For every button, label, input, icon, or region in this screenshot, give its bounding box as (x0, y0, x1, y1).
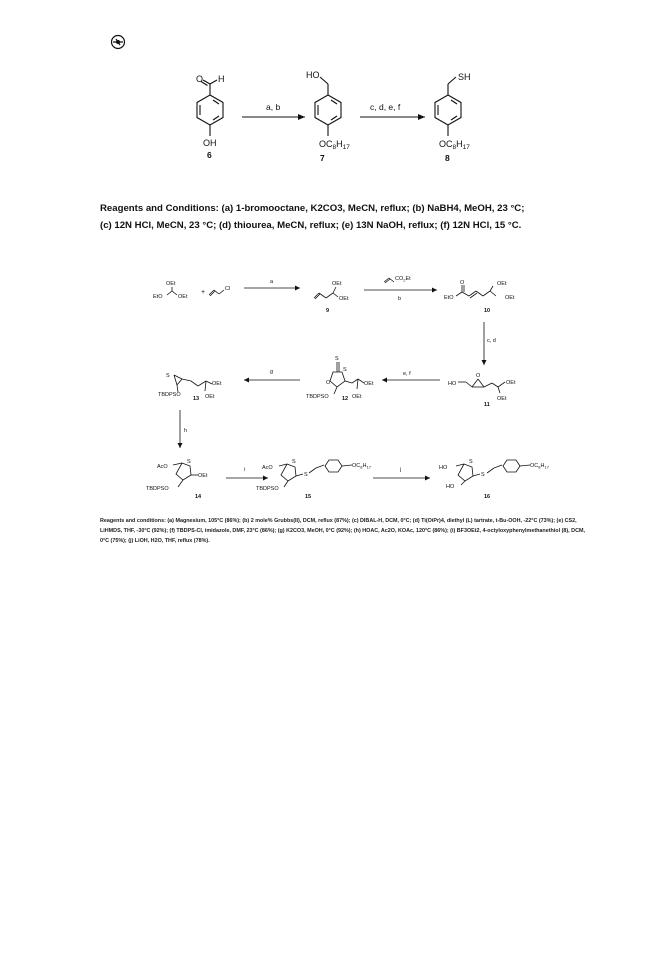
arrow-label-j: j (400, 467, 402, 473)
label-tbdpso-13: TBDPSO (158, 392, 181, 398)
compound-number-13: 13 (193, 396, 200, 402)
label-oet-11b: OEt (497, 396, 507, 402)
label-oh-6: OH (203, 138, 217, 148)
reagents-caption-scheme1 (100, 200, 600, 234)
allyl-chloride (209, 290, 224, 296)
ethyl-acrylate (384, 278, 394, 283)
compound-14 (173, 463, 198, 487)
arrow-label-i: i (244, 467, 246, 473)
label-oet-13b: OEt (205, 394, 215, 400)
label-s-thiirane-13: S (166, 373, 170, 379)
compound-number-6: 6 (207, 150, 212, 160)
compound-9 (314, 287, 338, 299)
label-s-ring-15: S (292, 459, 296, 465)
label-ho-16a: HO (439, 465, 448, 471)
label-oet-10b: OEt (505, 295, 515, 301)
compound-6 (197, 80, 223, 136)
compound-11 (458, 379, 505, 393)
arrow-label-ef: e, f (403, 371, 411, 377)
label-s-thioether-15: S (304, 472, 308, 478)
label-oet-12b: OEt (352, 394, 362, 400)
label-oet-13a: OEt (212, 381, 222, 387)
compound-number-12: 12 (342, 396, 349, 402)
caption1-line1: Reagents and Conditions: (a) 1-bromooctane, K2CO3, MeCN, reflux; (b) NaBH4, MeOH, 23 °C; (100, 203, 525, 214)
label-oc8h17-16: $OC_8H_{17}$ (530, 463, 549, 470)
label-s-ring-14: S (187, 459, 191, 465)
arrow-label-cdef: c, d, e, f (370, 102, 401, 112)
label-o-ester-10: O (460, 280, 465, 286)
label-s-ring-16: S (469, 459, 473, 465)
label-s-thioether-16: S (481, 472, 485, 478)
compound-7 (315, 77, 341, 136)
label-oet-10a: OEt (497, 281, 507, 287)
label-cl: Cl (225, 286, 231, 292)
arrow-label-g: g (270, 369, 274, 375)
compound-12 (330, 362, 364, 394)
label-s-ring-12: S (343, 367, 347, 373)
compound-number-14: 14 (195, 494, 202, 500)
reagents-caption-scheme2: Reagents and conditions: (a) Magnesium, 105°C (86%); (b) 2 mole% Grubbs(II), DCM, reflux (87%); (c) DIBAL-H, DCM, 0°C; (d) Ti(OiPr)4, diethyl (L) tartrate, t-Bu-OOH, -22°C (73%); (e) CS2, LiHMDS, THF, -30°C (92%); (f) TBDPS-Cl, imidazole, DMF, 23°C (86%); (g) K2CO3, MeOH, 0°C (92%); (h) HOAC, Ac2O, KOAc, 120°C (86%); (i) BF3OEt2, 4-octyloxyphenylmethanethiol (8), DCM, 0°C (75%); (j) LiOH, H2O, THF, reflux (78%). (100, 518, 585, 544)
caption1-line2: (c) 12N HCl, MeCN, 23 °C; (d) thiourea, MeCN, reflux; (e) 13N NaOH, reflux; (f) 12N HCl, 15 °C. (100, 220, 522, 231)
label-aco-15: AcO (262, 465, 273, 471)
label-oet-14: OEt (198, 473, 208, 479)
label-h-aldehyde: H (218, 74, 225, 84)
label-o-epoxide-11: O (476, 373, 481, 379)
label-s-thione-12: S (335, 356, 339, 362)
label-oet-11a: OEt (506, 380, 516, 386)
label-eto-reactant: EtO (153, 294, 163, 300)
label-oet-reactant: OEt (166, 281, 176, 287)
compound-number-8: 8 (445, 153, 450, 163)
label-oc8h17-8: $OC_8H_{17}$ (439, 139, 470, 151)
label-oet-reactant-2: OEt (178, 294, 188, 300)
label-oc8h17-7: $OC_8H_{17}$ (319, 139, 350, 151)
label-oc8h17-15: $OC_8H_{17}$ (352, 463, 371, 470)
label-oet-9a: OEt (332, 281, 342, 287)
label-tbdpso-12: TBDPSO (306, 394, 329, 400)
label-co2et-reagent: $CO_2Et$ (395, 276, 411, 283)
arrow-label-cd: c, d (487, 338, 496, 344)
compound-8 (435, 77, 461, 136)
label-tbdpso-14: TBDPSO (146, 486, 169, 492)
label-oet-9b: OEt (339, 296, 349, 302)
label-aco-14: AcO (157, 464, 168, 470)
compound-number-10: 10 (484, 308, 491, 314)
arrow-label-b: b (398, 296, 402, 302)
compound-16 (456, 460, 530, 485)
label-eto-10: EtO (444, 295, 454, 301)
compound-15 (279, 460, 352, 487)
plus-sign: + (201, 289, 206, 296)
arrow-label-h: h (184, 428, 188, 434)
arrow-label-ab: a, b (266, 102, 281, 112)
label-sh-8: SH (458, 72, 471, 82)
compound-number-15: 15 (305, 494, 312, 500)
diethyl-acetal (167, 287, 177, 295)
label-o-aldehyde: O (196, 74, 204, 84)
compound-number-9: 9 (326, 308, 330, 314)
compound-number-11: 11 (484, 402, 490, 408)
label-tbdpso-15: TBDPSO (256, 486, 279, 492)
label-ho-11: HO (448, 381, 457, 387)
compound-10 (456, 285, 496, 298)
label-oet-12a: OEt (364, 381, 374, 387)
label-ho-7: HO (306, 70, 320, 80)
compound-number-7: 7 (320, 153, 325, 163)
label-ho-16b: HO (446, 484, 455, 490)
label-o-ring-12: O (326, 380, 331, 386)
arrow-label-a: a (270, 279, 274, 285)
compound-13 (174, 375, 212, 392)
compound-number-16: 16 (484, 494, 491, 500)
